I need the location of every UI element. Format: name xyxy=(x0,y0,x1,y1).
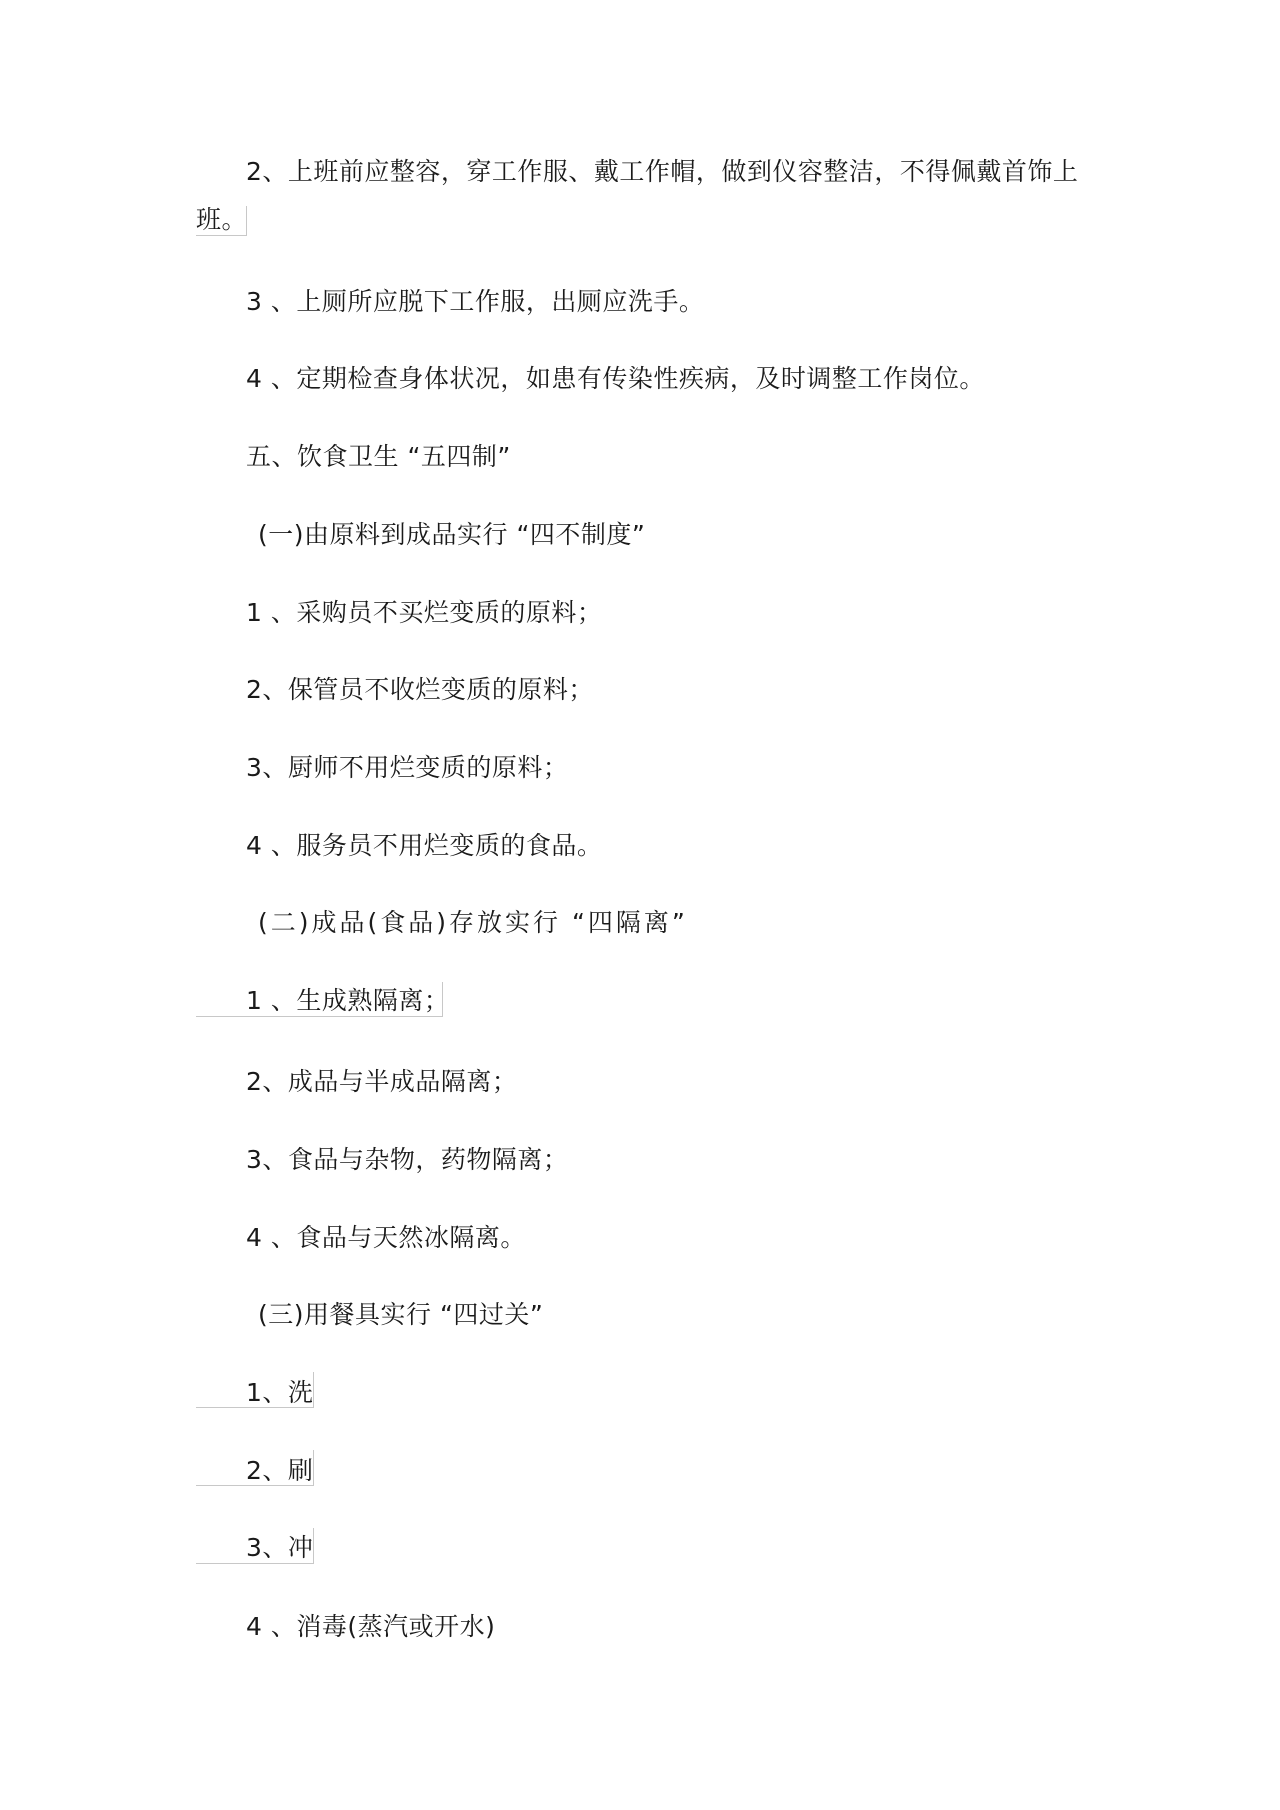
section-heading-five: 五、饮食卫生 “五四制” xyxy=(246,442,511,471)
list-item-semi-finished: 2、成品与半成品隔离； xyxy=(246,1067,518,1096)
list-item-waiter: 4 、服务员不用烂变质的食品。 xyxy=(246,831,603,860)
text-selection-marker xyxy=(196,1372,314,1408)
paragraph-item-2-line1: 2、上班前应整容，穿工作服、戴工作帽，做到仪容整洁，不得佩戴首饰上 xyxy=(246,157,1079,186)
list-item-storekeeper: 2、保管员不收烂变质的原料； xyxy=(246,675,594,704)
text-selection-marker xyxy=(196,1528,314,1564)
list-item-sundries: 3、食品与杂物，药物隔离； xyxy=(246,1145,569,1174)
subsection-heading-two: (二)成品(食品)存放实行 “四隔离” xyxy=(258,908,688,937)
list-item-scrub: 2、刷 xyxy=(246,1456,314,1485)
paragraph-item-4: 4 、定期检查身体状况，如患有传染性疾病，及时调整工作岗位。 xyxy=(246,364,985,393)
list-item-purchaser: 1 、采购员不买烂变质的原料； xyxy=(246,598,603,627)
list-item-ice: 4 、食品与天然冰隔离。 xyxy=(246,1223,526,1252)
list-item-disinfect: 4 、消毒(蒸汽或开水) xyxy=(246,1612,496,1641)
list-item-chef: 3、厨师不用烂变质的原料； xyxy=(246,753,569,782)
subsection-heading-three: (三)用餐具实行 “四过关” xyxy=(258,1300,544,1329)
paragraph-item-2-line2: 班。 xyxy=(196,205,248,234)
text-selection-marker xyxy=(196,982,443,1017)
text-selection-marker xyxy=(196,1450,314,1486)
list-item-rinse: 3、冲 xyxy=(246,1533,314,1562)
list-item-raw-cooked: 1 、生成熟隔离； xyxy=(246,986,450,1015)
subsection-heading-one: (一)由原料到成品实行 “四不制度” xyxy=(258,520,646,549)
list-item-wash: 1、洗 xyxy=(246,1378,314,1407)
text-selection-marker xyxy=(196,206,247,236)
paragraph-item-3: 3 、上厕所应脱下工作服，出厕应洗手。 xyxy=(246,287,705,316)
